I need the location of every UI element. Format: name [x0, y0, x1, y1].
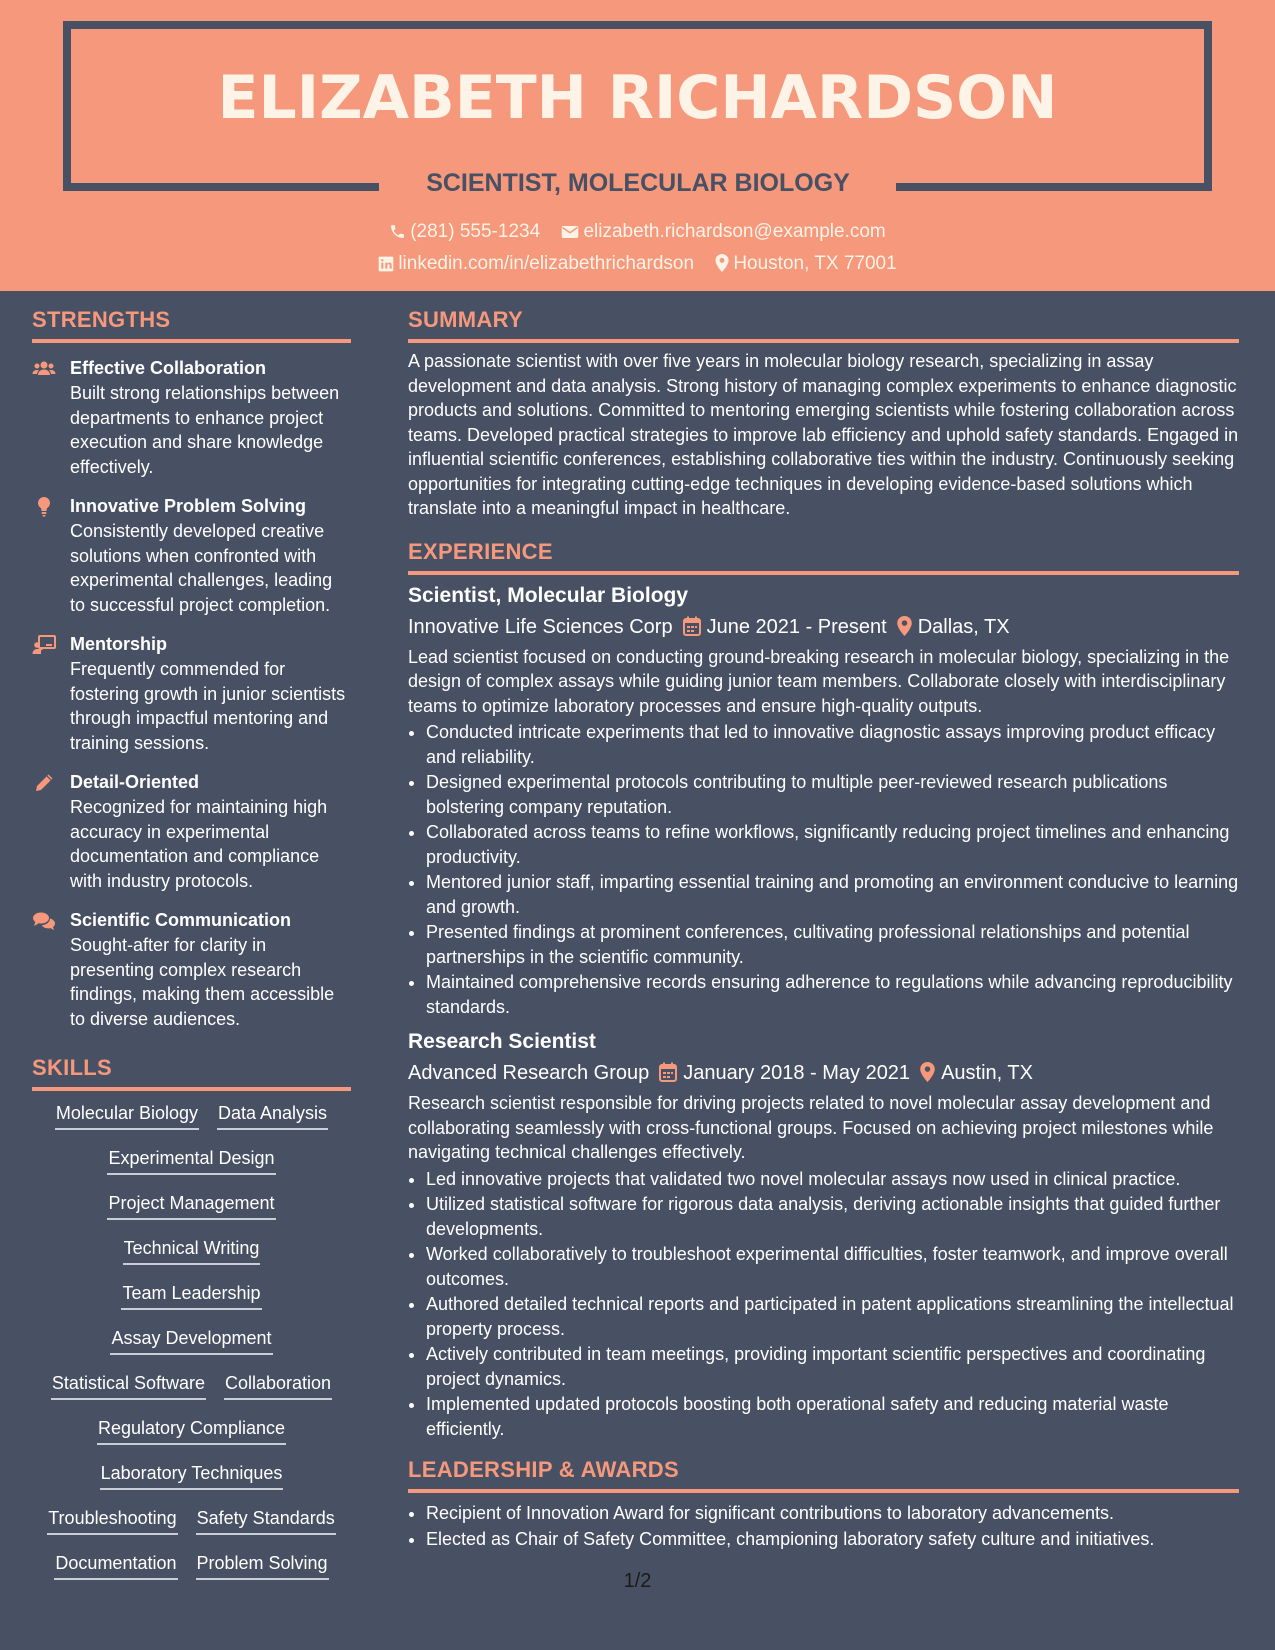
header-frame-rule-left	[63, 183, 379, 191]
skill-row	[32, 1101, 351, 1146]
skill-tag: Assay Development	[110, 1326, 272, 1355]
skill-row	[32, 1506, 351, 1551]
job-description: Lead scientist focused on conducting ground-breaking research in molecular biology, specializing in the design of complex assays while guiding junior team members. Collaborate closely with interdisciplinary teams to optimize laboratory processes and ensure high-quality outputs.	[408, 646, 1230, 716]
skill-tag: Project Management	[107, 1191, 275, 1220]
skill-row	[32, 1281, 351, 1326]
email-text: elizabeth.richardson@example.com	[583, 221, 886, 242]
linkedin-icon	[378, 256, 394, 272]
leadership-heading: LEADERSHIP & AWARDS	[408, 1457, 679, 1482]
main-content	[408, 305, 1239, 1552]
phone-text: (281) 555-1234	[410, 221, 541, 242]
skill-tag: Regulatory Compliance	[97, 1416, 286, 1445]
chalkboard-teacher-icon	[32, 633, 56, 657]
contact-row-1	[0, 219, 1275, 245]
job-bullet: • Led innovative projects that validated two novel molecular assays now used in clinical practice.	[426, 1167, 1239, 1192]
calendar-icon	[659, 1062, 677, 1082]
summary-heading: SUMMARY	[408, 307, 523, 332]
email-contact[interactable]	[561, 219, 885, 245]
strength-title: Innovative Problem Solving	[70, 496, 307, 516]
job-bullets	[408, 1167, 1239, 1442]
comments-icon	[32, 909, 56, 933]
skill-tag: Problem Solving	[196, 1551, 329, 1580]
strength-title: Scientific Communication	[70, 910, 292, 930]
job-bullet: • Designed experimental protocols contributing to multiple peer-reviewed research publications bolstering company reputation.	[426, 770, 1239, 819]
job-bullet: • Actively contributed in team meetings, providing important scientific perspectives and coordinating project dynamics.	[426, 1342, 1239, 1391]
job-entry	[408, 1027, 1239, 1441]
strength-item	[32, 769, 351, 893]
phone-contact[interactable]	[389, 219, 540, 245]
skill-tag: Molecular Biology	[55, 1101, 199, 1130]
skill-tag: Technical Writing	[123, 1236, 261, 1265]
contact-row-2	[0, 251, 1275, 277]
job-dates: January 2018 - May 2021	[683, 1062, 911, 1084]
skill-tag: Experimental Design	[107, 1146, 275, 1175]
job-meta	[408, 613, 1239, 641]
skill-row	[32, 1236, 351, 1281]
skill-tag: Troubleshooting	[47, 1506, 177, 1535]
skill-tag: Laboratory Techniques	[100, 1461, 284, 1490]
strength-title: Mentorship	[70, 634, 167, 654]
strength-item	[32, 355, 351, 479]
sidebar	[32, 305, 351, 1596]
job-meta	[408, 1059, 1239, 1087]
job-company: Advanced Research Group	[408, 1062, 650, 1084]
location-text: Houston, TX 77001	[733, 253, 897, 274]
job-bullet: • Conducted intricate experiments that led to innovative diagnostic assays improving product efficacy and reliability.	[426, 720, 1239, 769]
job-location: Dallas, TX	[917, 615, 1010, 638]
pencil-icon	[32, 771, 56, 795]
header-frame-rule-right	[896, 183, 1212, 191]
job-location: Austin, TX	[941, 1062, 1033, 1084]
job-bullet: • Collaborated across teams to refine workflows, significantly reducing project timelines and enhancing productivity.	[426, 820, 1239, 869]
leadership-item: • Recipient of Innovation Award for significant contributions to laboratory advancements.	[426, 1501, 1239, 1526]
summary-text: A passionate scientist with over five years in molecular biology research, specializing in assay development and data analysis. Strong history of managing complex experiments to enhance diagnostic products and solutions. Committed to mentoring emerging scientists while fostering collaboration across teams. Developed practical strategies to improve lab efficiency and uphold safety standards. Engaged in influential scientific conferences, establishing collaborative ties within the industry. Continuously seeking opportunities for integrating cutting-edge techniques in developing evidence-based solutions which translate into a meaningful impact in healthcare.	[408, 351, 1239, 518]
skill-row	[32, 1416, 351, 1461]
strength-desc: Frequently commended for fostering growth in junior scientists through impactful mentoring and training sessions.	[70, 659, 346, 753]
map-marker-icon	[897, 616, 912, 636]
lightbulb-icon	[32, 495, 56, 519]
skill-row	[32, 1371, 351, 1416]
skill-row	[32, 1191, 351, 1236]
strength-item	[32, 631, 351, 755]
phone-icon	[389, 223, 406, 240]
strength-title: Detail-Oriented	[70, 772, 200, 792]
skill-row	[32, 1326, 351, 1371]
strengths-heading: STRENGTHS	[32, 307, 171, 332]
experience-rule	[408, 571, 1239, 575]
skills-heading: SKILLS	[32, 1055, 113, 1080]
strength-title: Effective Collaboration	[70, 358, 267, 378]
leadership-item: • Elected as Chair of Safety Committee, championing laboratory safety culture and initiatives.	[426, 1527, 1239, 1552]
skills-rule	[32, 1087, 351, 1091]
map-marker-icon	[920, 1062, 935, 1082]
job-bullet: • Authored detailed technical reports and participated in patent applications streamlining the intellectual property process.	[426, 1292, 1239, 1341]
job-description: Research scientist responsible for driving projects related to novel molecular assay development and collaborating seamlessly with cross-functional groups. Focused on achieving project milestones while navigating technical challenges effectively.	[408, 1093, 1214, 1162]
job-role: Research Scientist	[408, 1030, 596, 1053]
skill-row	[32, 1461, 351, 1506]
skill-tag: Team Leadership	[121, 1281, 261, 1310]
job-entry	[408, 581, 1239, 1020]
skill-row	[32, 1146, 351, 1191]
linkedin-text: linkedin.com/in/elizabethrichardson	[398, 253, 695, 274]
leadership-list	[408, 1501, 1239, 1551]
envelope-icon	[561, 224, 579, 240]
strength-item	[32, 493, 351, 617]
skill-tag: Collaboration	[224, 1371, 332, 1400]
linkedin-contact[interactable]	[378, 251, 694, 277]
page-number: 1/2	[623, 1570, 652, 1592]
summary-rule	[408, 339, 1239, 343]
leadership-rule	[408, 1489, 1239, 1493]
job-bullet: • Worked collaboratively to troubleshoot experimental difficulties, foster teamwork, and improve overall outcomes.	[426, 1242, 1239, 1291]
strength-desc: Recognized for maintaining high accuracy in experimental documentation and compliance with industry protocols.	[70, 797, 328, 891]
job-dates: June 2021 - Present	[706, 615, 887, 638]
strength-desc: Sought-after for clarity in presenting complex research findings, making them accessible to diverse audiences.	[70, 935, 335, 1029]
skill-tag: Data Analysis	[217, 1101, 328, 1130]
strength-desc: Built strong relationships between departments to enhance project execution and share knowledge effectively.	[70, 383, 340, 477]
skill-tag: Statistical Software	[51, 1371, 206, 1400]
experience-heading: EXPERIENCE	[408, 538, 553, 564]
calendar-icon	[683, 616, 701, 636]
job-bullet: • Maintained comprehensive records ensuring adherence to regulations while advancing reproducibility standards.	[426, 970, 1239, 1019]
job-role: Scientist, Molecular Biology	[408, 583, 689, 607]
job-bullet: • Implemented updated protocols boosting both operational safety and reducing material waste efficiently.	[426, 1392, 1239, 1441]
strength-desc: Consistently developed creative solutions when confronted with experimental challenges, leading to successful project completion.	[70, 521, 333, 615]
map-marker-icon	[715, 254, 729, 272]
location-contact	[715, 251, 896, 277]
job-bullet: • Presented findings at prominent conferences, cultivating professional relationships and potential partnerships in the scientific community.	[426, 920, 1239, 969]
job-bullets	[408, 720, 1239, 1019]
job-bullet: • Utilized statistical software for rigorous data analysis, deriving actionable insights that guided further developments.	[426, 1192, 1239, 1241]
skill-tag: Documentation	[54, 1551, 177, 1580]
candidate-title: SCIENTIST, MOLECULAR BIOLOGY	[426, 169, 850, 197]
strengths-rule	[32, 339, 351, 343]
skill-tag: Safety Standards	[196, 1506, 336, 1535]
job-bullet: • Mentored junior staff, imparting essential training and promoting an environment conducive to learning and growth.	[426, 870, 1239, 919]
candidate-name: ELIZABETH RICHARDSON	[217, 63, 1058, 133]
job-company: Innovative Life Sciences Corp	[408, 615, 673, 638]
strength-item	[32, 907, 351, 1031]
skills-list	[32, 1101, 351, 1596]
users-icon	[32, 357, 56, 381]
